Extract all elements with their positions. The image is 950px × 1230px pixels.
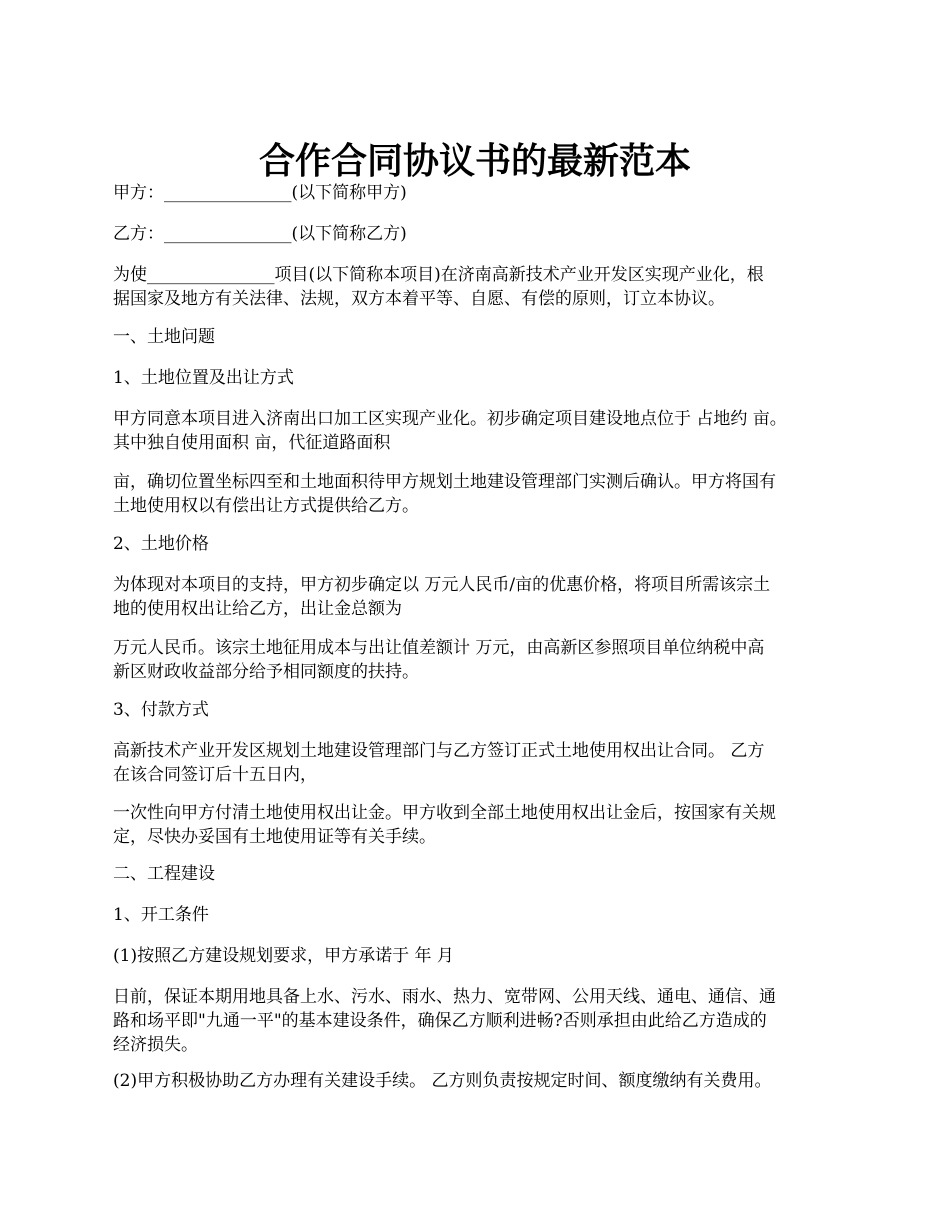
subsection-heading	[113, 366, 843, 390]
subsection-heading	[113, 532, 843, 556]
text-line: 据国家及地方有关法律、法规，双方本着平等、自愿、有偿的原则，订立本协议。	[113, 289, 725, 309]
party-a-line	[113, 181, 843, 205]
text-line: 3、付款方式	[113, 700, 209, 720]
body-paragraph	[113, 801, 843, 849]
text-line: 1、土地位置及出让方式	[113, 368, 294, 388]
text-line: 定，尽快办妥国有土地使用证等有关手续。	[113, 827, 436, 847]
text-line: 在该合同签订后十五日内，	[113, 765, 317, 785]
document-title: 合作合同协议书的最新范本	[258, 140, 691, 183]
text-line: 高新技术产业开发区规划土地建设管理部门与乙方签订正式土地使用权出让合同。 乙方	[113, 741, 765, 761]
text-line: 一次性向甲方付清土地使用权出让金。甲方收到全部土地使用权出让金后，按国家有关规	[113, 803, 776, 823]
text-line: 甲方：_______________(以下简称甲方)	[113, 183, 407, 203]
body-paragraph	[113, 739, 843, 787]
text-line: (1)按照乙方建设规划要求，甲方承诺于 年 月	[113, 946, 454, 966]
text-line: 新区财政收益部分给予相同额度的扶持。	[113, 662, 419, 682]
text-line: 一、土地问题	[113, 327, 215, 347]
section-heading	[113, 862, 843, 886]
preamble-paragraph	[113, 263, 843, 311]
text-line: 路和场平即"九通一平"的基本建设条件，确保乙方顺利进畅?否则承担由此给乙方造成的	[113, 1011, 767, 1031]
body-paragraph	[113, 985, 843, 1057]
subsection-heading	[113, 903, 843, 927]
text-line: 为使_______________项目(以下简称本项目)在济南高新技术产业开发区实现产业化，根	[113, 265, 764, 285]
text-line: (2)甲方积极协助乙方办理有关建设手续。 乙方则负责按规定时间、额度缴纳有关费用。	[113, 1071, 772, 1091]
body-paragraph	[113, 407, 843, 455]
text-line: 乙方：_______________(以下简称乙方)	[113, 224, 407, 244]
text-line: 其中独自使用面积 亩，代征道路面积	[113, 433, 391, 453]
text-line: 2、土地价格	[113, 534, 209, 554]
text-line: 日前，保证本期用地具备上水、污水、雨水、热力、宽带网、公用天线、通电、通信、通	[113, 987, 776, 1007]
text-line: 亩，确切位置坐标四至和土地面积待甲方规划土地建设管理部门实测后确认。甲方将国有	[113, 472, 776, 492]
text-line: 为体现对本项目的支持，甲方初步确定以 万元人民币/亩的优惠价格，将项目所需该宗土	[113, 575, 771, 595]
text-line: 二、工程建设	[113, 864, 215, 884]
text-line: 地的使用权出让给乙方，出让金总额为	[113, 599, 402, 619]
text-line: 万元人民币。该宗土地征用成本与出让值差额计 万元，由高新区参照项目单位纳税中高	[113, 638, 765, 658]
party-b-line	[113, 222, 843, 246]
text-line: 经济损失。	[113, 1035, 198, 1055]
subsection-heading	[113, 698, 843, 722]
section-heading	[113, 325, 843, 349]
text-line: 甲方同意本项目进入济南出口加工区实现产业化。初步确定项目建设地点位于 占地约 亩。	[113, 409, 787, 429]
text-line: 1、开工条件	[113, 905, 209, 925]
body-paragraph	[113, 1069, 843, 1093]
text-line: 土地使用权以有偿出让方式提供给乙方。	[113, 496, 419, 516]
body-paragraph	[113, 470, 843, 518]
body-paragraph	[113, 573, 843, 621]
body-paragraph	[113, 944, 843, 968]
body-paragraph	[113, 636, 843, 684]
